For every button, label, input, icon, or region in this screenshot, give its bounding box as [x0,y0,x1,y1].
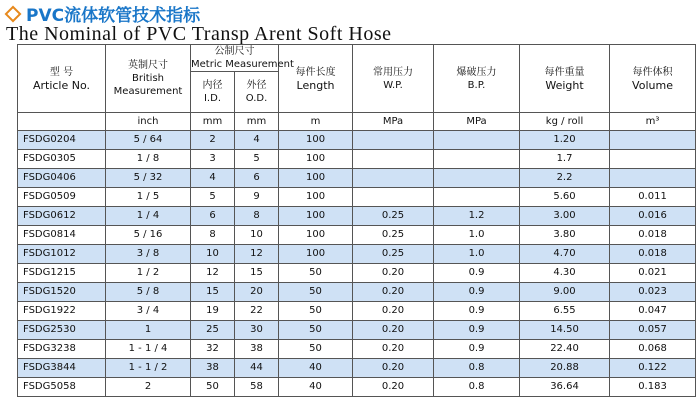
cell-volume: 0.023 [610,283,696,302]
cell-weight: 9.00 [520,283,610,302]
cell-od: 12 [235,245,279,264]
header-article-en: Article No. [32,78,91,92]
header-od [235,72,279,113]
cell-volume: 0.018 [610,245,696,264]
header-id-cn: 内径 [202,80,223,91]
cell-inch: 5 / 16 [106,226,191,245]
header-id-en: I.D. [203,93,221,104]
cell-bp: 0.9 [434,340,520,359]
cell-id: 50 [191,378,235,397]
cell-wp: 0.20 [353,378,434,397]
table-row [18,359,696,378]
cell-weight: 4.70 [520,245,610,264]
header-metric [191,45,294,72]
cell-inch: 5 / 8 [106,283,191,302]
title-english: The Nominal of PVC Transp Arent Soft Hose [6,23,392,45]
cell-volume: 0.122 [610,359,696,378]
header-wp-en: W.P. [383,79,403,91]
cell-length: 50 [279,340,353,359]
unit-cell: mm [235,113,279,131]
cell-length: 100 [279,169,353,188]
unit-cell: kg / roll [520,113,610,131]
cell-volume: 0.047 [610,302,696,321]
table-body [18,131,696,397]
unit-cell: MPa [434,113,520,131]
unit-cell: inch [106,113,191,131]
cell-weight: 3.00 [520,207,610,226]
cell-length: 50 [279,321,353,340]
cell-volume: 0.011 [610,188,696,207]
cell-id: 5 [191,188,235,207]
cell-length: 100 [279,131,353,150]
cell-id: 4 [191,169,235,188]
cell-wp [353,131,434,150]
spec-table-container [17,44,695,397]
cell-length: 50 [279,264,353,283]
cell-bp [434,131,520,150]
cell-wp: 0.20 [353,321,434,340]
header-od-en: O.D. [245,93,268,104]
units-row [18,113,696,131]
table-row [18,245,696,264]
cell-inch: 2 [106,378,191,397]
cell-wp: 0.20 [353,283,434,302]
header-article [18,45,106,113]
cell-article: FSDG0612 [18,207,106,226]
cell-id: 19 [191,302,235,321]
header-volume-cn: 每件体积 [632,66,673,78]
header-wp-cn: 常用压力 [373,66,414,78]
spec-table [17,44,696,397]
header-id [191,72,235,113]
cell-wp [353,150,434,169]
header-wp [353,45,434,113]
title-row [4,2,200,24]
header-british-cn: 英制尺寸 [128,60,168,71]
cell-volume: 0.021 [610,264,696,283]
cell-volume: 0.057 [610,321,696,340]
cell-article: FSDG5058 [18,378,106,397]
cell-inch: 3 / 8 [106,245,191,264]
cell-bp: 0.9 [434,283,520,302]
cell-article: FSDG1520 [18,283,106,302]
table-row [18,340,696,359]
cell-article: FSDG1012 [18,245,106,264]
cell-id: 2 [191,131,235,150]
cell-od: 9 [235,188,279,207]
header-british-en2: Measurement [113,86,183,97]
cell-id: 15 [191,283,235,302]
cell-wp: 0.25 [353,207,434,226]
cell-volume [610,131,696,150]
table-row [18,264,696,283]
cell-id: 12 [191,264,235,283]
header-british [106,45,191,113]
cell-inch: 1 - 1 / 4 [106,340,191,359]
cell-od: 22 [235,302,279,321]
cell-id: 38 [191,359,235,378]
cell-weight: 36.64 [520,378,610,397]
cell-wp: 0.20 [353,340,434,359]
cell-od: 38 [235,340,279,359]
header-volume [610,45,696,113]
title-chinese: PVC流体软管技术指标 [26,5,201,26]
unit-cell: MPa [353,113,434,131]
cell-bp: 1.0 [434,226,520,245]
cell-inch: 5 / 32 [106,169,191,188]
cell-article: FSDG0305 [18,150,106,169]
cell-bp: 0.9 [434,321,520,340]
header-weight [520,45,610,113]
cell-od: 44 [235,359,279,378]
cell-weight: 1.20 [520,131,610,150]
table-row [18,131,696,150]
header-length-en: Length [296,78,335,92]
table-row [18,150,696,169]
cell-inch: 3 / 4 [106,302,191,321]
table-row [18,378,696,397]
cell-volume: 0.016 [610,207,696,226]
cell-volume: 0.068 [610,340,696,359]
header-metric-en: Metric Measurement [191,59,294,70]
cell-od: 5 [235,150,279,169]
cell-length: 40 [279,378,353,397]
cell-bp [434,188,520,207]
cell-volume [610,169,696,188]
cell-length: 100 [279,245,353,264]
cell-weight: 3.80 [520,226,610,245]
cell-od: 6 [235,169,279,188]
cell-weight: 14.50 [520,321,610,340]
cell-weight: 4.30 [520,264,610,283]
header-bp-cn: 爆破压力 [456,66,497,78]
cell-article: FSDG2530 [18,321,106,340]
cell-id: 6 [191,207,235,226]
header-weight-cn: 每件重量 [544,66,585,78]
table-row [18,188,696,207]
cell-id: 8 [191,226,235,245]
unit-cell [18,113,106,131]
cell-od: 30 [235,321,279,340]
table-row [18,321,696,340]
header-length [279,45,353,113]
header-bp-en: B.P. [467,79,486,91]
cell-wp: 0.25 [353,245,434,264]
cell-bp: 0.9 [434,302,520,321]
cell-article: FSDG0814 [18,226,106,245]
cell-length: 100 [279,188,353,207]
unit-cell: mm [191,113,235,131]
cell-article: FSDG0509 [18,188,106,207]
cell-weight: 6.55 [520,302,610,321]
header-british-en1: British [132,73,164,84]
cell-inch: 1 / 5 [106,188,191,207]
cell-od: 10 [235,226,279,245]
cell-length: 50 [279,302,353,321]
cell-weight: 22.40 [520,340,610,359]
cell-inch: 5 / 64 [106,131,191,150]
cell-wp: 0.20 [353,302,434,321]
cell-article: FSDG0406 [18,169,106,188]
cell-wp: 0.20 [353,264,434,283]
cell-od: 20 [235,283,279,302]
cell-inch: 1 / 8 [106,150,191,169]
cell-od: 58 [235,378,279,397]
header-weight-en: Weight [545,78,584,92]
cell-bp: 1.0 [434,245,520,264]
cell-wp: 0.25 [353,226,434,245]
header-od-cn: 外径 [246,80,267,91]
cell-od: 4 [235,131,279,150]
header-metric-cn: 公制尺寸 [214,46,255,57]
cell-id: 10 [191,245,235,264]
cell-length: 100 [279,150,353,169]
cell-od: 8 [235,207,279,226]
table-row [18,226,696,245]
cell-bp: 0.8 [434,359,520,378]
cell-inch: 1 / 2 [106,264,191,283]
cell-wp [353,188,434,207]
diamond-icon [6,7,18,19]
cell-length: 40 [279,359,353,378]
cell-volume: 0.018 [610,226,696,245]
cell-bp: 0.9 [434,264,520,283]
cell-weight: 20.88 [520,359,610,378]
unit-cell: m [279,113,353,131]
cell-id: 3 [191,150,235,169]
cell-volume [610,150,696,169]
cell-id: 32 [191,340,235,359]
table-row [18,283,696,302]
cell-bp: 0.8 [434,378,520,397]
cell-article: FSDG1215 [18,264,106,283]
cell-article: FSDG1922 [18,302,106,321]
cell-od: 15 [235,264,279,283]
cell-weight: 2.2 [520,169,610,188]
cell-id: 25 [191,321,235,340]
cell-bp [434,150,520,169]
header-volume-en: Volume [632,78,673,92]
cell-length: 100 [279,207,353,226]
cell-length: 50 [279,283,353,302]
cell-wp: 0.20 [353,359,434,378]
unit-cell: m³ [610,113,696,131]
header-bp [434,45,520,113]
table-row [18,302,696,321]
cell-volume: 0.183 [610,378,696,397]
cell-weight: 5.60 [520,188,610,207]
table-row [18,169,696,188]
header-length-cn: 每件长度 [295,66,336,78]
cell-bp [434,169,520,188]
cell-article: FSDG3238 [18,340,106,359]
cell-bp: 1.2 [434,207,520,226]
cell-article: FSDG0204 [18,131,106,150]
cell-inch: 1 / 4 [106,207,191,226]
table-row [18,207,696,226]
cell-wp [353,169,434,188]
cell-inch: 1 - 1 / 2 [106,359,191,378]
cell-article: FSDG3844 [18,359,106,378]
header-article-cn: 型 号 [49,66,74,78]
cell-length: 100 [279,226,353,245]
cell-inch: 1 [106,321,191,340]
cell-weight: 1.7 [520,150,610,169]
